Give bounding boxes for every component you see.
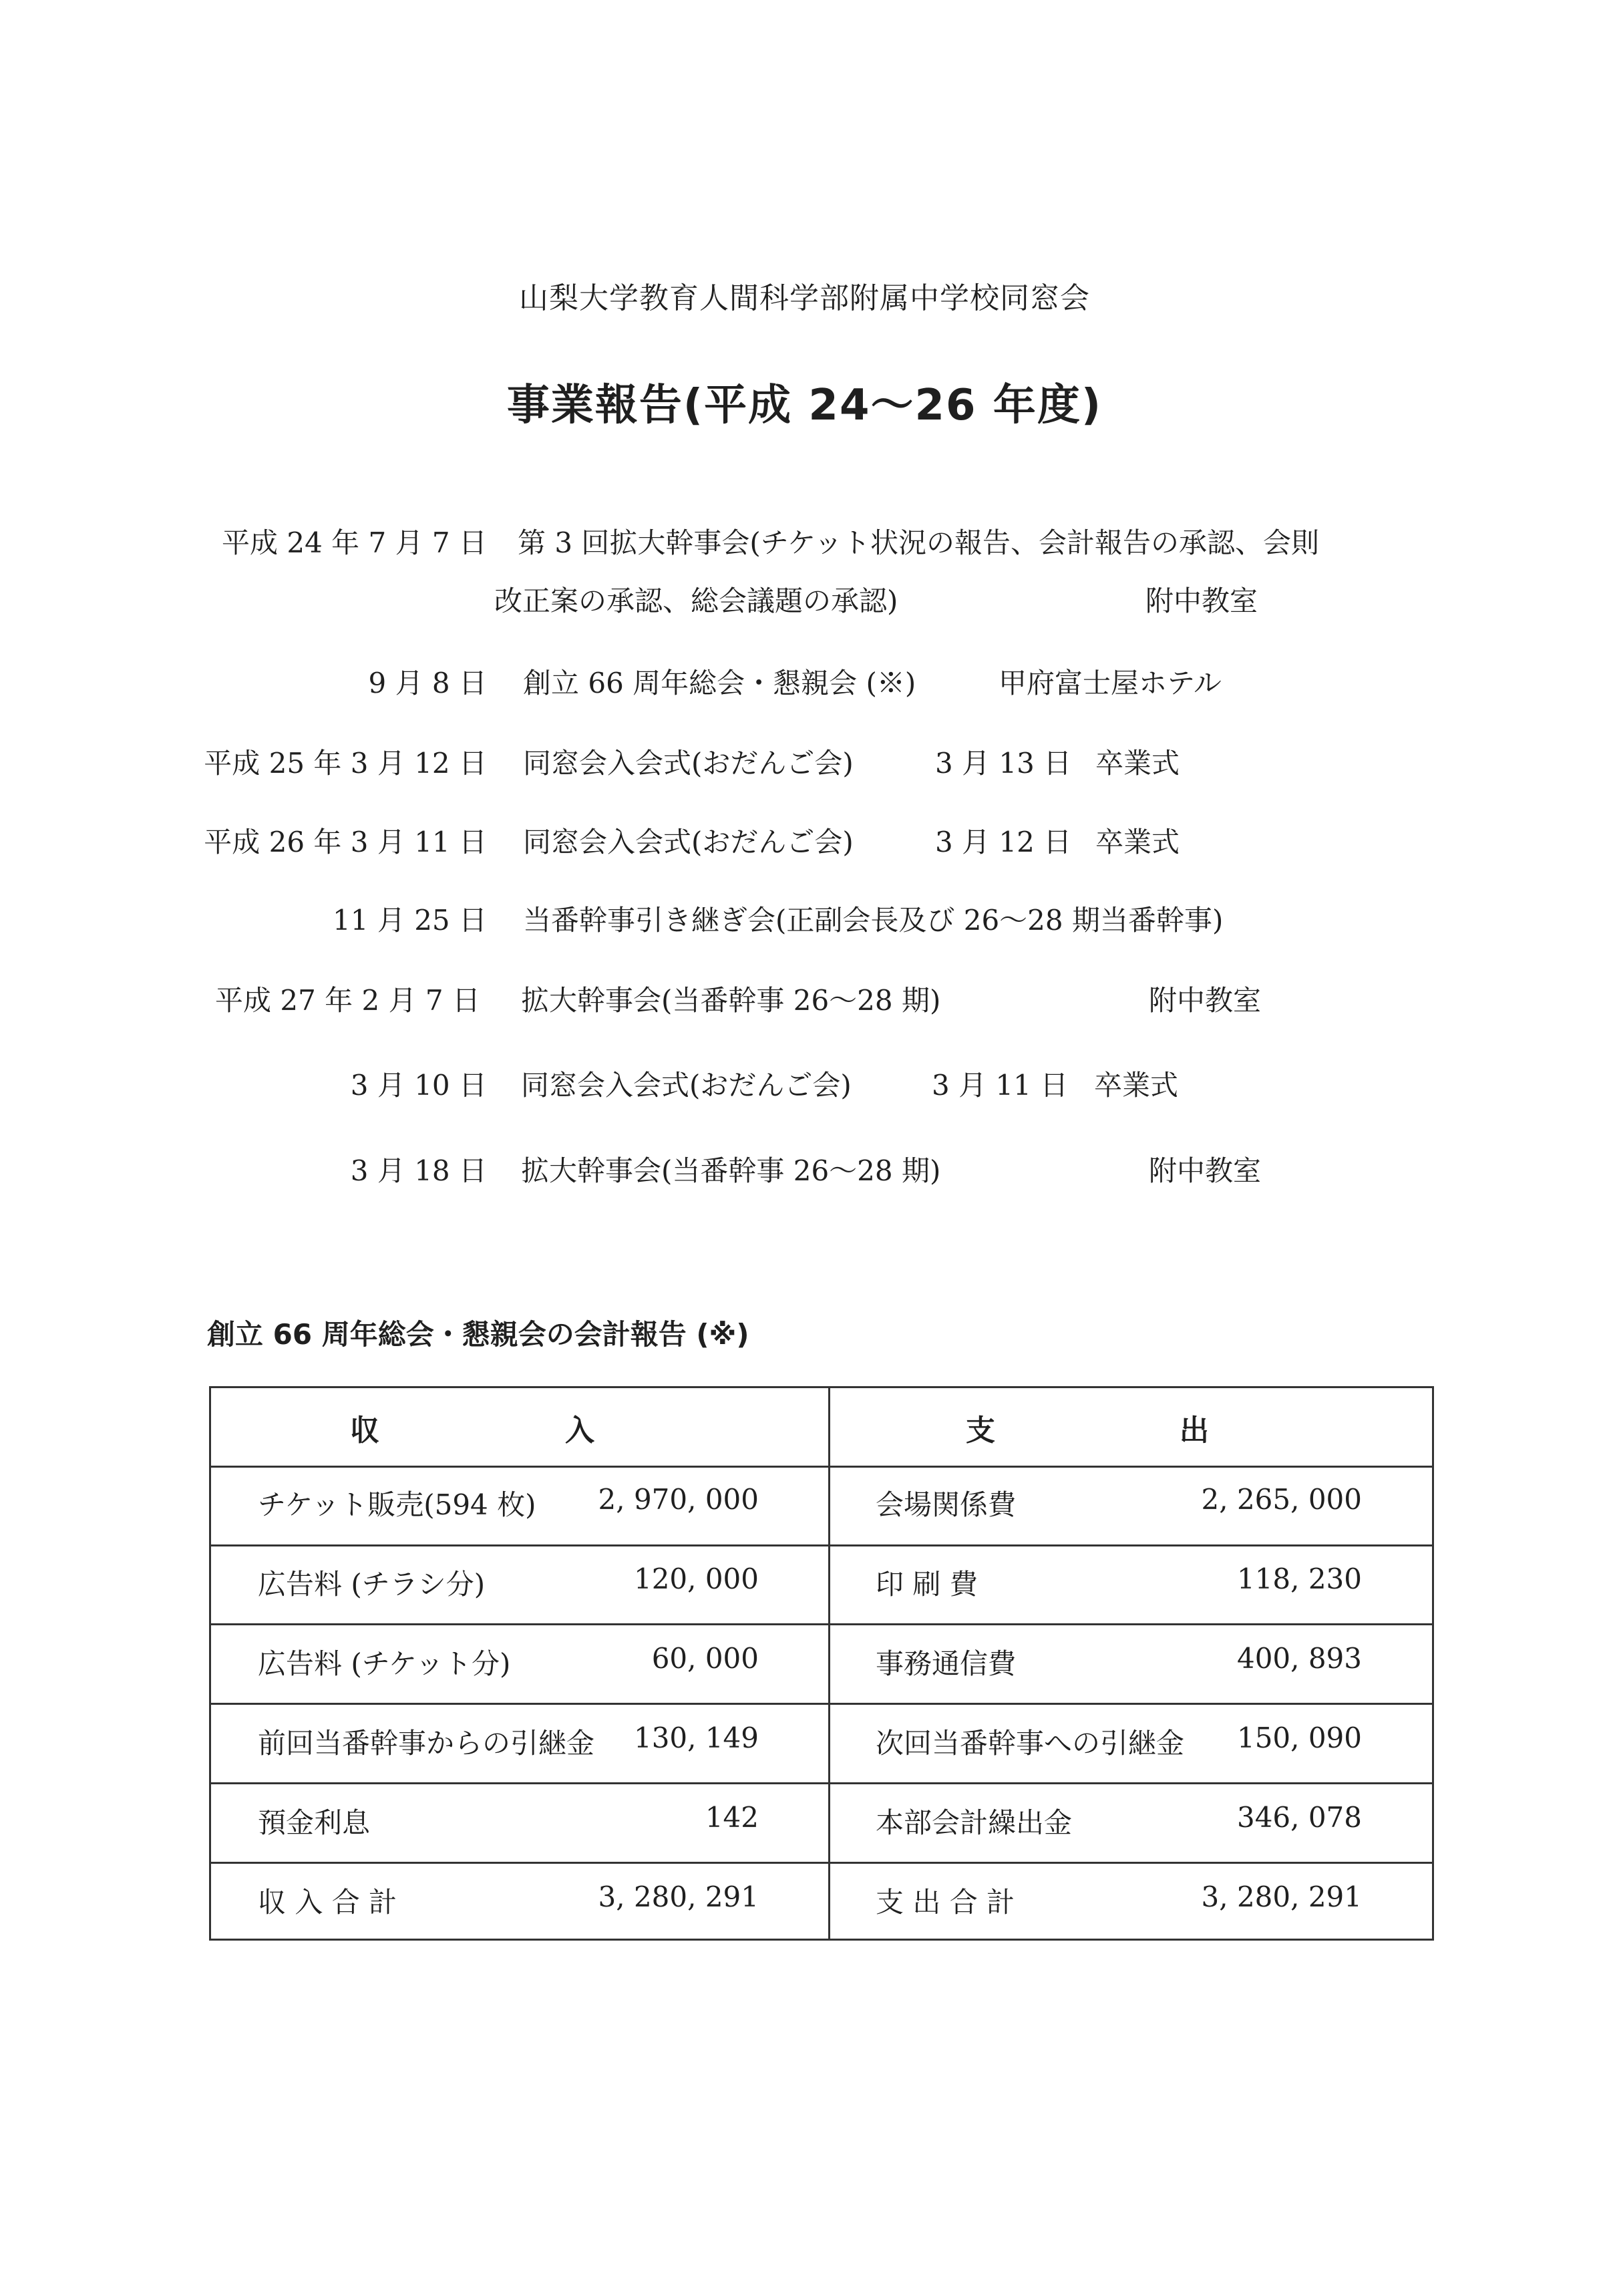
- income-label: 広告料 (チケット分): [258, 1647, 511, 1680]
- expense-header-char1: 支: [966, 1414, 995, 1448]
- expense-amount: 2, 265, 000: [1201, 1483, 1362, 1516]
- event-description: 拡大幹事会(当番幹事 26～28 期): [521, 984, 941, 1017]
- income-header-char2: 入: [565, 1414, 594, 1448]
- event-place: 附中教室: [1149, 984, 1262, 1017]
- organization-name: 山梨大学教育人間科学部附属中学校同窓会: [519, 281, 1090, 315]
- income-amount: 130, 149: [633, 1721, 759, 1754]
- event-description: 同窓会入会式(おだんご会): [523, 826, 854, 858]
- row-divider: [211, 1466, 1432, 1468]
- event-extra-date: 3 月 12 日: [935, 826, 1072, 858]
- event-extra: 卒業式: [1094, 1069, 1179, 1102]
- expense-total-label: 支 出 合 計: [876, 1886, 1015, 1919]
- event-date: 平成 24 年 7 月 7 日: [222, 526, 487, 559]
- event-date: 平成 25 年 3 月 12 日: [204, 747, 487, 780]
- event-extra-date: 3 月 11 日: [932, 1069, 1069, 1102]
- income-label: 広告料 (チラシ分): [258, 1568, 486, 1601]
- event-date: 11 月 25 日: [333, 904, 487, 937]
- expense-label: 次回当番幹事への引継金: [876, 1727, 1185, 1760]
- income-label: 預金利息: [258, 1806, 371, 1839]
- income-total-amount: 3, 280, 291: [598, 1880, 759, 1913]
- row-divider: [211, 1862, 1432, 1864]
- event-description: 拡大幹事会(当番幹事 26～28 期): [521, 1154, 941, 1187]
- income-label: 前回当番幹事からの引継金: [258, 1727, 595, 1760]
- accounting-title: 創立 66 周年総会・懇親会の会計報告 (※): [207, 1318, 749, 1351]
- event-description: 第 3 回拡大幹事会(チケット状況の報告、会計報告の承認、会則: [518, 526, 1320, 559]
- event-date: 平成 26 年 3 月 11 日: [204, 826, 487, 858]
- event-description: 当番幹事引き継ぎ会(正副会長及び 26～28 期当番幹事): [523, 904, 1224, 937]
- report-title: 事業報告(平成 24～26 年度): [506, 381, 1103, 430]
- income-header-char1: 収: [350, 1414, 379, 1448]
- event-date: 9 月 8 日: [368, 667, 487, 699]
- event-description: 同窓会入会式(おだんご会): [523, 747, 854, 780]
- income-total-label: 収 入 合 計: [258, 1886, 397, 1919]
- event-date: 平成 27 年 2 月 7 日: [215, 984, 480, 1017]
- event-extra: 卒業式: [1095, 747, 1180, 780]
- expense-label: 印 刷 費: [876, 1568, 978, 1601]
- event-place: 甲府富士屋ホテル: [999, 667, 1222, 699]
- income-amount: 120, 000: [633, 1563, 759, 1595]
- row-divider: [211, 1544, 1432, 1546]
- column-divider: [828, 1388, 830, 1939]
- expense-label: 本部会計繰出金: [876, 1806, 1073, 1839]
- expense-total-amount: 3, 280, 291: [1201, 1880, 1362, 1913]
- row-divider: [211, 1623, 1432, 1625]
- income-amount: 142: [705, 1801, 759, 1834]
- event-place: 附中教室: [1149, 1154, 1262, 1187]
- event-date: 3 月 18 日: [350, 1154, 487, 1187]
- expense-header-char2: 出: [1180, 1414, 1209, 1448]
- event-date: 3 月 10 日: [350, 1069, 487, 1102]
- income-label: チケット販売(594 枚): [258, 1488, 536, 1521]
- expense-amount: 346, 078: [1236, 1801, 1362, 1834]
- event-place: 附中教室: [1145, 585, 1258, 617]
- event-description: 創立 66 周年総会・懇親会 (※): [523, 667, 916, 699]
- event-description: 同窓会入会式(おだんご会): [521, 1069, 852, 1102]
- row-divider: [211, 1782, 1432, 1784]
- expense-label: 会場関係費: [876, 1488, 1017, 1521]
- expense-amount: 150, 090: [1236, 1721, 1362, 1754]
- accounting-table: [209, 1386, 1434, 1941]
- income-amount: 2, 970, 000: [598, 1483, 759, 1516]
- expense-amount: 400, 893: [1236, 1642, 1362, 1675]
- event-description-continued: 改正案の承認、総会議題の承認): [494, 585, 898, 617]
- row-divider: [211, 1703, 1432, 1705]
- event-extra-date: 3 月 13 日: [935, 747, 1072, 780]
- event-extra: 卒業式: [1095, 826, 1180, 858]
- expense-label: 事務通信費: [876, 1647, 1017, 1680]
- expense-amount: 118, 230: [1236, 1563, 1362, 1595]
- income-amount: 60, 000: [651, 1642, 759, 1675]
